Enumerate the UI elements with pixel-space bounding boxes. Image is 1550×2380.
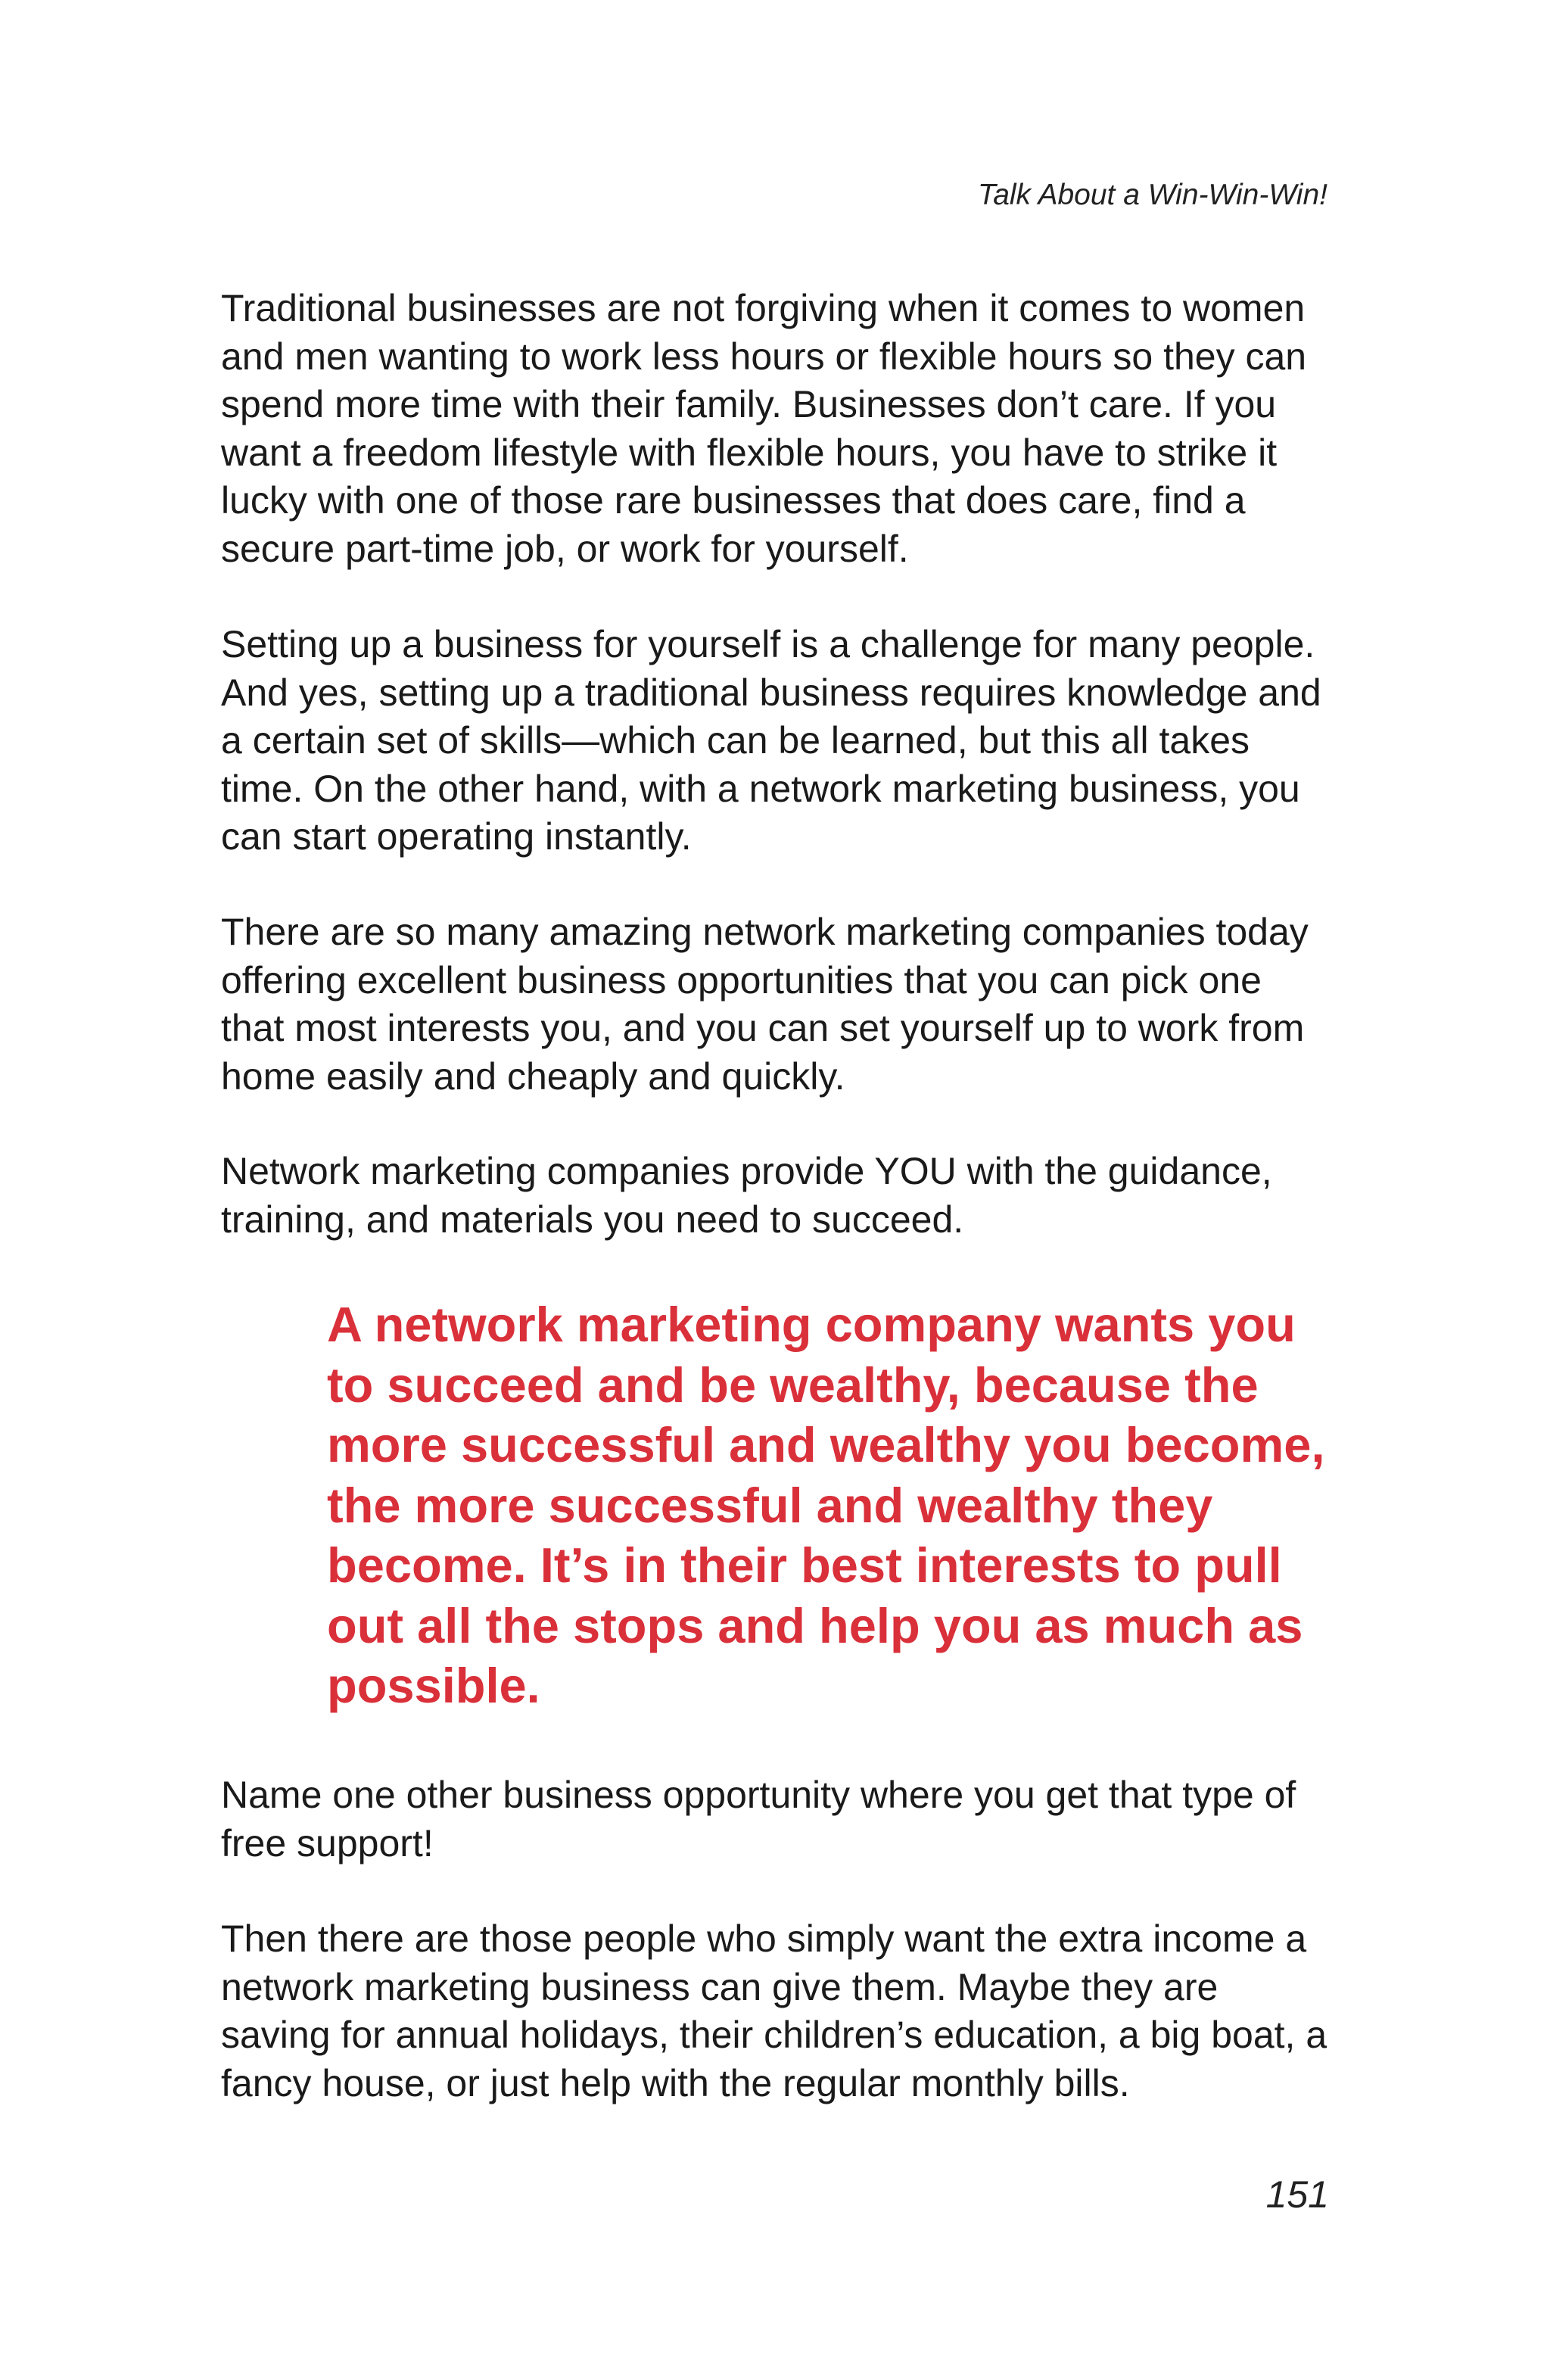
- paragraph-network-support: Network marketing companies provide YOU with the guidance, training, and materials you need to succeed.: [221, 1150, 1272, 1241]
- paragraph-amazing-companies: There are so many amazing network marketing companies today offering excellent business opportunities that you can pick one that most interests you, and you can set yourself up to work from home easily and cheaply and quickly.: [221, 911, 1309, 1098]
- page-number: 151: [1265, 2173, 1329, 2216]
- paragraph-name-one-other: Name one other business opportunity where you get that type of free support!: [221, 1774, 1296, 1864]
- paragraph-setting-up-business: Setting up a business for yourself is a challenge for many people. And yes, setting up a traditional business requires knowledge and a certain set of skills—which can be learned, but this all takes time. On the other hand, with a network marketing business, you can start operating instantly.: [221, 623, 1321, 858]
- running-head: Talk About a Win-Win-Win!: [977, 179, 1327, 211]
- paragraph-traditional-businesses: Traditional businesses are not forgiving when it comes to women and men wanting to work less hours or flexible hours so they can spend more time with their family. Businesses don’t care. If you want a freedom lifestyle with flexible hours, you have to strike it lucky with one of those rare businesses that does care, find a secure part-time job, or work for yourself.: [221, 287, 1307, 570]
- paragraph-extra-income: Then there are those people who simply want the extra income a network marketing business can give them. Maybe they are saving for annual holidays, their children’s education, a big boat, a fancy house, or just help with the regular monthly bills.: [221, 1917, 1327, 2104]
- pullquote: A network marketing company wants you to succeed and be wealthy, because the more successful and wealthy you become, the more successful and wealthy they become. It’s in their best interests to pull out all the stops and help you as much as possible.: [327, 1297, 1325, 1713]
